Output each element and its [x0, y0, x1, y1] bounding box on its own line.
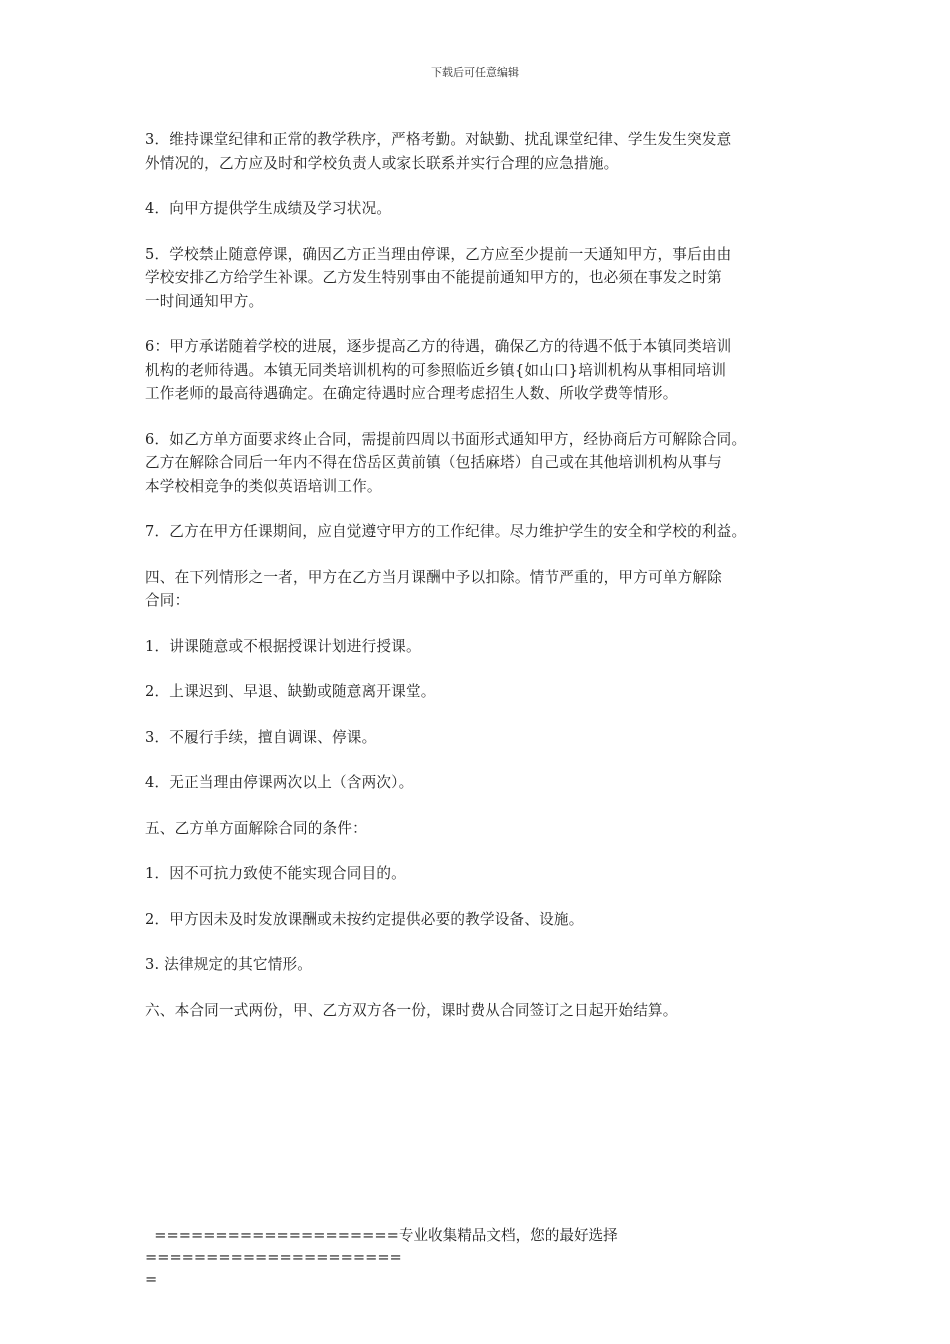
- section-4-item-3: 3．不履行手续，擅自调课、停课。: [145, 728, 377, 746]
- section-4-item-1: 1．讲课随意或不根据授课计划进行授课。: [145, 637, 421, 655]
- section-4-item-2: 2．上课迟到、早退、缺勤或随意离开课堂。: [145, 683, 436, 700]
- clause-4-grades: 4．向甲方提供学生成绩及学习状况。: [145, 200, 392, 217]
- section-5-item-3: 3. 法律规定的其它情形。: [145, 956, 313, 973]
- clause-3-discipline: 3．维持课堂纪律和正常的教学秩序，严格考勤。对缺勤、扰乱课堂纪律、学生发生突发意 外情况的，乙方应及时和学校负责人或家长联系并实行合理的应急措施。: [145, 131, 732, 172]
- section-5-item-1: 1．因不可抗力致使不能实现合同目的。: [145, 865, 406, 882]
- section-4-item-4: 4．无正当理由停课两次以上（含两次）。: [145, 774, 414, 791]
- section-5-heading: 五、乙方单方面解除合同的条件：: [145, 819, 367, 837]
- clause-7-conduct: 7．乙方在甲方任课期间，应自觉遵守甲方的工作纪律。尽力维护学生的安全和学校的利益。: [145, 523, 747, 540]
- page-footer: ====================专业收集精品文档，您的最好选择===================== =: [145, 1227, 618, 1288]
- section-6-copies: 六、本合同一式两份，甲、乙方双方各一份，课时费从合同签订之日起开始结算。: [145, 1001, 678, 1019]
- page-header: 下载后可任意编辑: [431, 66, 519, 79]
- section-4-heading: 四、在下列情形之一者，甲方在乙方当月课酬中予以扣除。情节严重的，甲方可单方解除 合同：: [145, 568, 722, 609]
- document-body: [145, 128, 825, 1044]
- clause-6-termination: 6．如乙方单方面要求终止合同，需提前四周以书面形式通知甲方，经协商后方可解除合同。 乙方在解除合同后一年内不得在岱岳区黄前镇（包括麻塔）自己或在其他培训机构从事与 本学校相竞争的类似英语培训工作。: [145, 430, 747, 495]
- clause-6-treatment: 6：甲方承诺随着学校的进展，逐步提高乙方的待遇，确保乙方的待遇不低于本镇同类培训 机构的老师待遇。本镇无同类培训机构的可参照临近乡镇{如山口}培训机构从事相同培训 工作老师的最高待遇确定。在确定待遇时应合理考虑招生人数、所收学费等情形。: [145, 338, 732, 402]
- clause-5-suspension: 5．学校禁止随意停课，确因乙方正当理由停课，乙方应至少提前一天通知甲方，事后由由 学校安排乙方给学生补课。乙方发生特别事由不能提前通知甲方的，也必须在事发之时第 一时间通知甲方。: [145, 245, 732, 310]
- section-5-item-2: 2．甲方因未及时发放课酬或未按约定提供必要的教学设备、设施。: [145, 910, 584, 928]
